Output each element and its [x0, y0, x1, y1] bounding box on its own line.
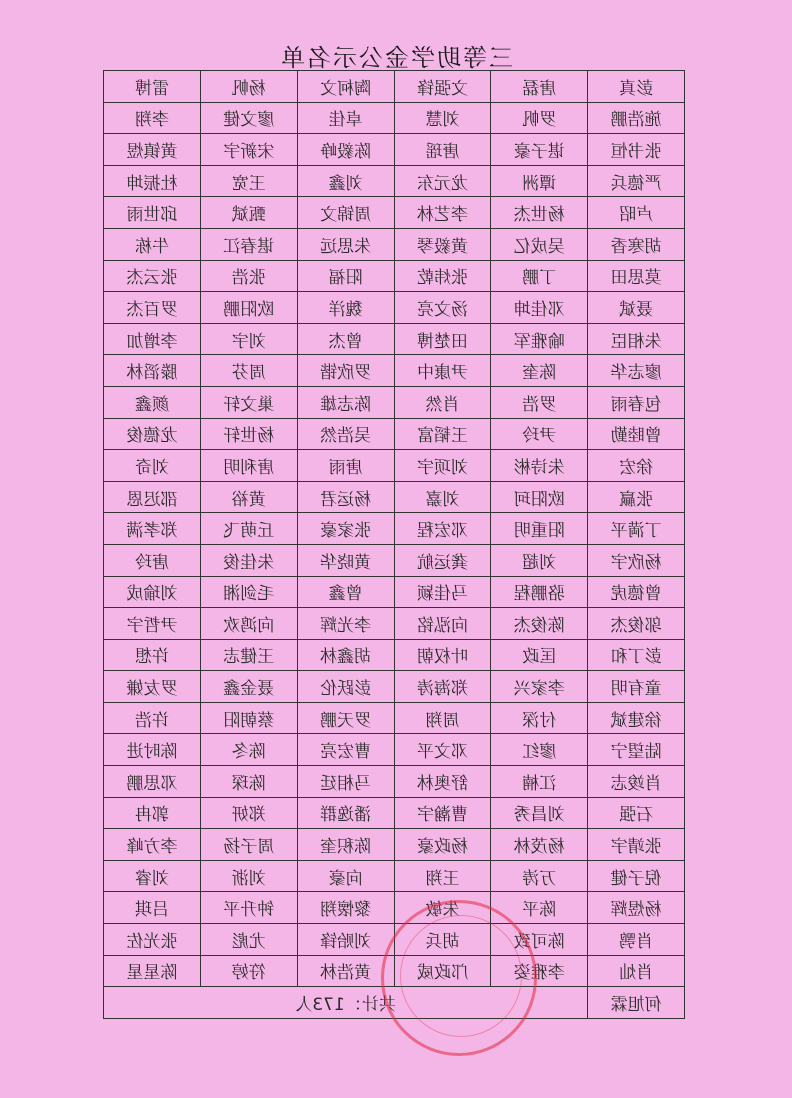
name-cell: 尹康中 — [394, 355, 491, 387]
name-cell: 许浩 — [104, 702, 201, 734]
name-cell: 朱诗彬 — [491, 450, 588, 482]
name-cell: 谌春江 — [200, 228, 297, 260]
name-cell: 李增加 — [104, 323, 201, 355]
name-cell: 许想 — [104, 639, 201, 671]
name-cell: 刘宇 — [200, 323, 297, 355]
name-cell: 郭冉 — [104, 797, 201, 829]
table-row — [104, 355, 685, 387]
name-cell: 周芬 — [200, 355, 297, 387]
name-cell: 罗友嫌 — [104, 671, 201, 703]
name-cell: 李雅姿 — [491, 955, 588, 987]
name-cell: 廖文健 — [200, 102, 297, 134]
name-cell: 杨世杰 — [491, 197, 588, 229]
name-cell: 唐雨 — [297, 450, 394, 482]
name-cell: 骆鹏程 — [491, 576, 588, 608]
name-cell: 马佳颖 — [394, 576, 491, 608]
name-cell: 刘奇 — [104, 450, 201, 482]
name-cell: 聂斌 — [588, 292, 685, 324]
name-cell: 向豪 — [297, 860, 394, 892]
name-cell: 叶权朝 — [394, 639, 491, 671]
name-cell: 彭丁和 — [588, 639, 685, 671]
name-cell: 邝政威 — [394, 955, 491, 987]
name-cell: 杨政豪 — [394, 829, 491, 861]
name-cell: 莫思田 — [588, 260, 685, 292]
name-cell: 陶柯文 — [297, 71, 394, 103]
name-cell: 李家兴 — [491, 671, 588, 703]
name-cell: 周翔 — [394, 702, 491, 734]
table-row — [104, 323, 685, 355]
table-row — [104, 386, 685, 418]
name-cell: 龚运航 — [394, 544, 491, 576]
name-cell: 肖灿 — [588, 955, 685, 987]
name-cell: 陈可致 — [491, 924, 588, 956]
name-cell: 马相廷 — [297, 766, 394, 798]
name-cell: 刘睿 — [104, 860, 201, 892]
name-cell: 陆望宁 — [588, 734, 685, 766]
name-cell: 刘超 — [491, 544, 588, 576]
name-cell: 黎懐翔 — [297, 892, 394, 924]
table-row — [104, 734, 685, 766]
name-cell: 陈琛 — [200, 766, 297, 798]
name-cell: 张浩 — [200, 260, 297, 292]
name-cell: 邵迟恩 — [104, 481, 201, 513]
name-cell: 阳福 — [297, 260, 394, 292]
name-cell: 张云杰 — [104, 260, 201, 292]
name-cell: 魏洋 — [297, 292, 394, 324]
table-row — [104, 450, 685, 482]
name-cell: 朱敏 — [394, 892, 491, 924]
name-cell: 蔡朝阳 — [200, 702, 297, 734]
name-cell: 郑妍 — [200, 797, 297, 829]
name-cell: 黄毅琴 — [394, 228, 491, 260]
name-cell: 曾杰 — [297, 323, 394, 355]
name-cell: 谭洲 — [491, 165, 588, 197]
name-list-table — [103, 70, 685, 1019]
name-cell: 刘项宇 — [394, 450, 491, 482]
name-cell: 肖鹗 — [588, 924, 685, 956]
name-cell: 周锦文 — [297, 197, 394, 229]
name-cell: 杨茂林 — [491, 829, 588, 861]
name-cell: 龙元东 — [394, 165, 491, 197]
name-cell: 尤彪 — [200, 924, 297, 956]
name-cell: 谌子豪 — [491, 134, 588, 166]
name-cell: 曾鑫 — [297, 576, 394, 608]
name-cell: 王健志 — [200, 639, 297, 671]
table-row — [104, 892, 685, 924]
name-cell: 陈毅峥 — [297, 134, 394, 166]
name-cell: 曾德虎 — [588, 576, 685, 608]
table-row — [104, 71, 685, 103]
name-cell: 陈奎 — [491, 355, 588, 387]
name-cell: 汤文亮 — [394, 292, 491, 324]
name-cell: 黄晓华 — [297, 544, 394, 576]
name-cell: 朱相臣 — [588, 323, 685, 355]
name-cell: 文强锋 — [394, 71, 491, 103]
name-cell: 张光佐 — [104, 924, 201, 956]
name-cell: 朱思远 — [297, 228, 394, 260]
table-row — [104, 924, 685, 956]
name-cell: 曹宏亮 — [297, 734, 394, 766]
table-row — [104, 766, 685, 798]
name-cell: 甄斌 — [200, 197, 297, 229]
name-cell: 阳重明 — [491, 513, 588, 545]
name-cell: 邱世雨 — [104, 197, 201, 229]
name-cell: 符婷 — [200, 955, 297, 987]
name-cell: 严德兵 — [588, 165, 685, 197]
name-cell: 尹哲宇 — [104, 608, 201, 640]
name-cell: 邬俊杰 — [588, 608, 685, 640]
name-cell: 尹玲 — [491, 418, 588, 450]
name-cell: 田楚博 — [394, 323, 491, 355]
name-cell: 宋新宇 — [200, 134, 297, 166]
name-cell: 杨运君 — [297, 481, 394, 513]
name-cell: 肖然 — [394, 386, 491, 418]
name-cell: 卓佳 — [297, 102, 394, 134]
name-cell: 李光辉 — [297, 608, 394, 640]
name-cell: 陈星星 — [104, 955, 201, 987]
name-cell: 陈平 — [491, 892, 588, 924]
name-cell: 杨煜辉 — [588, 892, 685, 924]
name-cell: 欧阳鹏 — [200, 292, 297, 324]
name-cell: 何旭霖 — [588, 987, 685, 1019]
name-cell: 钟升平 — [200, 892, 297, 924]
name-cell: 陈俊杰 — [491, 608, 588, 640]
name-cell: 杨欣宇 — [588, 544, 685, 576]
table-row — [104, 955, 685, 987]
name-cell: 吕琪 — [104, 892, 201, 924]
table-row — [104, 197, 685, 229]
name-cell: 巢文轩 — [200, 386, 297, 418]
table-row — [104, 260, 685, 292]
table-row — [104, 228, 685, 260]
name-cell: 黄裕 — [200, 481, 297, 513]
name-cell: 李艺林 — [394, 197, 491, 229]
name-cell: 刘慧 — [394, 102, 491, 134]
name-cell: 张靖宇 — [588, 829, 685, 861]
name-cell: 李翔 — [104, 102, 201, 134]
table-row — [104, 608, 685, 640]
name-cell: 廖红 — [491, 734, 588, 766]
name-cell: 江楠 — [491, 766, 588, 798]
name-cell: 罗帆 — [491, 102, 588, 134]
name-cell: 童有明 — [588, 671, 685, 703]
name-cell: 唐玲 — [104, 544, 201, 576]
name-cell: 龙德俊 — [104, 418, 201, 450]
name-cell: 廖志华 — [588, 355, 685, 387]
name-cell: 李方峰 — [104, 829, 201, 861]
name-cell: 张赢 — [588, 481, 685, 513]
name-list-body — [104, 71, 685, 1019]
name-cell: 施浩鹏 — [588, 102, 685, 134]
name-cell: 郑海涛 — [394, 671, 491, 703]
name-cell: 杜振坤 — [104, 165, 201, 197]
name-cell: 向泓铭 — [394, 608, 491, 640]
name-cell: 丘萌飞 — [200, 513, 297, 545]
name-cell: 刘嘉 — [394, 481, 491, 513]
table-row — [104, 102, 685, 134]
name-cell: 陈时进 — [104, 734, 201, 766]
name-cell: 肖竣志 — [588, 766, 685, 798]
name-cell: 郑孝满 — [104, 513, 201, 545]
table-row — [104, 639, 685, 671]
table-row — [104, 829, 685, 861]
name-cell: 胡鑫林 — [297, 639, 394, 671]
name-cell: 聂金鑫 — [200, 671, 297, 703]
name-cell: 牛栋 — [104, 228, 201, 260]
name-cell: 吴成亿 — [491, 228, 588, 260]
name-cell: 毛剑湘 — [200, 576, 297, 608]
name-cell: 付深 — [491, 702, 588, 734]
name-cell: 雷博 — [104, 71, 201, 103]
page-title: 三等助学金公示名单 — [279, 44, 513, 72]
table-row — [104, 134, 685, 166]
name-cell: 欧阳珂 — [491, 481, 588, 513]
name-cell: 舒奥林 — [394, 766, 491, 798]
name-cell: 杨帆 — [200, 71, 297, 103]
name-cell: 喻雅军 — [491, 323, 588, 355]
name-cell: 罗欣锴 — [297, 355, 394, 387]
table-row — [104, 165, 685, 197]
name-cell: 倪子健 — [588, 860, 685, 892]
name-cell: 罗天鹏 — [297, 702, 394, 734]
name-cell: 张书恒 — [588, 134, 685, 166]
name-cell: 潘逸群 — [297, 797, 394, 829]
name-cell: 张家豪 — [297, 513, 394, 545]
table-row — [104, 513, 685, 545]
name-cell: 罗浩 — [491, 386, 588, 418]
name-cell: 唐磊 — [491, 71, 588, 103]
name-cell: 万涛 — [491, 860, 588, 892]
name-cell: 王翔 — [394, 860, 491, 892]
name-cell: 罗百杰 — [104, 292, 201, 324]
name-cell: 匡政 — [491, 639, 588, 671]
name-cell: 杨世轩 — [200, 418, 297, 450]
name-cell: 刘鑫 — [297, 165, 394, 197]
name-cell: 唐利明 — [200, 450, 297, 482]
name-cell: 刘贻锋 — [297, 924, 394, 956]
name-cell: 周子扬 — [200, 829, 297, 861]
name-cell: 刘瑜成 — [104, 576, 201, 608]
name-cell: 彭真 — [588, 71, 685, 103]
name-cell: 黄浩林 — [297, 955, 394, 987]
name-cell: 丁満平 — [588, 513, 685, 545]
name-cell: 陈志雄 — [297, 386, 394, 418]
name-cell: 陈冬 — [200, 734, 297, 766]
name-cell: 颜鑫 — [104, 386, 201, 418]
name-cell: 邓佳坤 — [491, 292, 588, 324]
table-row — [104, 544, 685, 576]
name-cell: 徐宏 — [588, 450, 685, 482]
name-cell: 胡兵 — [394, 924, 491, 956]
table-row — [104, 987, 685, 1019]
table-row — [104, 860, 685, 892]
name-cell: 卢昭 — [588, 197, 685, 229]
name-cell: 刘昌秀 — [491, 797, 588, 829]
name-cell: 陈积奎 — [297, 829, 394, 861]
name-cell: 黄镇煜 — [104, 134, 201, 166]
table-row — [104, 797, 685, 829]
name-cell: 王韬富 — [394, 418, 491, 450]
name-cell: 邓思鹏 — [104, 766, 201, 798]
name-cell: 石强 — [588, 797, 685, 829]
table-row — [104, 671, 685, 703]
name-cell: 刘浙 — [200, 860, 297, 892]
name-cell: 丁鹏 — [491, 260, 588, 292]
name-cell: 曹瀚宇 — [394, 797, 491, 829]
name-cell: 徐建斌 — [588, 702, 685, 734]
name-cell: 胡寒香 — [588, 228, 685, 260]
name-cell: 邓文平 — [394, 734, 491, 766]
name-cell: 邓宏程 — [394, 513, 491, 545]
name-cell: 唐瑶 — [394, 134, 491, 166]
name-cell: 向鸿欢 — [200, 608, 297, 640]
table-row — [104, 292, 685, 324]
total-count: 共计：173人 — [104, 987, 588, 1019]
name-cell: 张炜乾 — [394, 260, 491, 292]
table-row — [104, 418, 685, 450]
name-cell: 曾睦勤 — [588, 418, 685, 450]
name-cell: 王宽 — [200, 165, 297, 197]
table-row — [104, 576, 685, 608]
name-cell: 滕滔林 — [104, 355, 201, 387]
table-row — [104, 481, 685, 513]
name-cell: 包春雨 — [588, 386, 685, 418]
name-cell: 彭跃伦 — [297, 671, 394, 703]
table-row — [104, 702, 685, 734]
name-cell: 朱佳俊 — [200, 544, 297, 576]
name-cell: 吴浩然 — [297, 418, 394, 450]
